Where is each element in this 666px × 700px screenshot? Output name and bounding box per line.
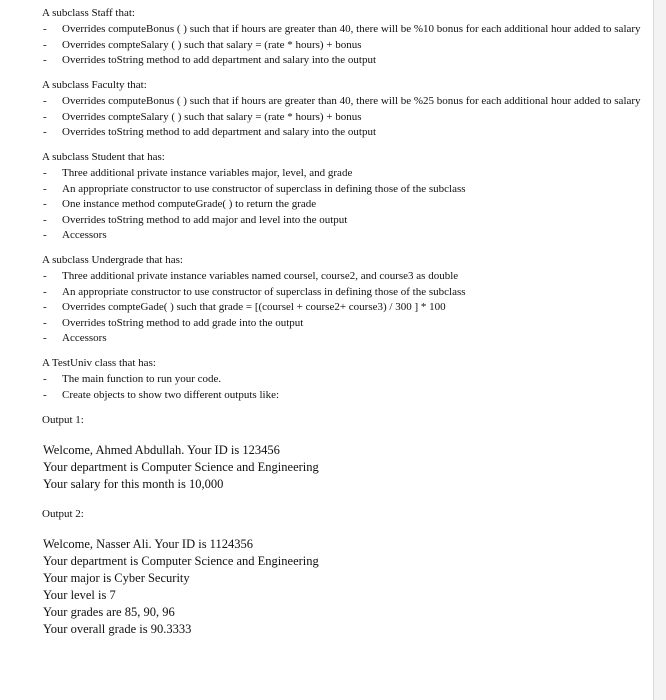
output-line: Your department is Computer Science and Engineering [43, 553, 319, 568]
list-item: - An appropriate constructor to use constructor of superclass in defining those of the subclass [43, 182, 466, 195]
list-item: - Overrides toString method to add major and level into the output [43, 213, 348, 226]
bullet-dash: - [43, 301, 47, 313]
list-item: - Accessors [43, 229, 107, 241]
output-2-block [42, 507, 642, 638]
section-faculty [42, 78, 642, 139]
output-line: Welcome, Nasser Ali. Your ID is 1124356 [43, 536, 253, 551]
list-item: - Overrides toString method to add department and salary into the output [43, 54, 377, 66]
bullet-dash: - [43, 388, 47, 401]
bullet-dash: - [43, 23, 47, 35]
bullet-list [42, 372, 642, 402]
list-item: - Three additional private instance variables major, level, and grade [43, 167, 353, 179]
bullet-dash: - [43, 198, 47, 210]
section-staff [42, 6, 642, 67]
output-line: Your level is 7 [43, 587, 116, 602]
bullet-dash: - [43, 332, 47, 344]
output-line: Welcome, Ahmed Abdullah. Your ID is 123456 [43, 442, 280, 457]
list-item: - Overrides compteSalary ( ) such that salary = (rate * hours) + bonus [43, 38, 362, 51]
output-line: Your salary for this month is 10,000 [43, 476, 224, 491]
bullet-list [42, 166, 642, 242]
section-heading: A subclass Faculty that: [42, 79, 147, 91]
bullet-dash: - [43, 285, 47, 298]
section-heading: A subclass Undergrade that has: [42, 254, 183, 266]
bullet-dash: - [43, 229, 47, 241]
scrollbar[interactable] [654, 0, 666, 700]
list-item: - Three additional private instance variables named coursel, course2, and course3 as double [43, 270, 459, 282]
bullet-dash: - [43, 54, 47, 66]
list-item: - Overrides toString method to add grade into the output [43, 316, 304, 329]
bullet-list [42, 269, 642, 345]
list-item: - The main function to run your code. [43, 373, 222, 385]
document-content [42, 6, 642, 652]
bullet-list [42, 22, 642, 67]
section-testuniv [42, 356, 642, 402]
bullet-list [42, 94, 642, 139]
output-line: Your grades are 85, 90, 96 [43, 604, 175, 619]
section-heading: A subclass Student that has: [42, 151, 165, 163]
list-item: - Overrides toString method to add department and salary into the output [43, 126, 377, 138]
bullet-dash: - [43, 270, 47, 282]
bullet-dash: - [43, 373, 47, 385]
list-item: - Accessors [43, 332, 107, 344]
section-undergrade [42, 253, 642, 345]
output-line: Your overall grade is 90.3333 [43, 621, 192, 636]
bullet-dash: - [43, 38, 47, 51]
section-heading: A subclass Staff that: [42, 7, 135, 19]
list-item: - Overrides computeBonus ( ) such that if hours are greater than 40, there will be %25 bonus for each additional hour added to salary [43, 95, 641, 107]
output-1-block [42, 413, 642, 493]
list-item: - Overrides compteGade( ) such that grade = [(coursel + course2+ course3) / 300 ] * 100 [43, 301, 446, 313]
list-item: - Overrides compteSalary ( ) such that salary = (rate * hours) + bonus [43, 110, 362, 123]
section-heading: A TestUniv class that has: [42, 357, 156, 369]
bullet-dash: - [43, 110, 47, 123]
bullet-dash: - [43, 182, 47, 195]
output-line: Your department is Computer Science and Engineering [43, 459, 319, 474]
list-item: - Overrides computeBonus ( ) such that if hours are greater than 40, there will be %10 bonus for each additional hour added to salary [43, 23, 641, 35]
bullet-dash: - [43, 126, 47, 138]
output-label: Output 1: [42, 413, 84, 426]
output-line: Your major is Cyber Security [43, 570, 190, 585]
bullet-dash: - [43, 213, 47, 226]
bullet-dash: - [43, 95, 47, 107]
bullet-dash: - [43, 167, 47, 179]
section-student [42, 150, 642, 242]
list-item: - An appropriate constructor to use constructor of superclass in defining those of the subclass [43, 285, 466, 298]
output-label: Output 2: [42, 507, 84, 520]
list-item: - One instance method computeGrade( ) to return the grade [43, 198, 317, 210]
list-item: - Create objects to show two different outputs like: [43, 388, 280, 401]
bullet-dash: - [43, 316, 47, 329]
